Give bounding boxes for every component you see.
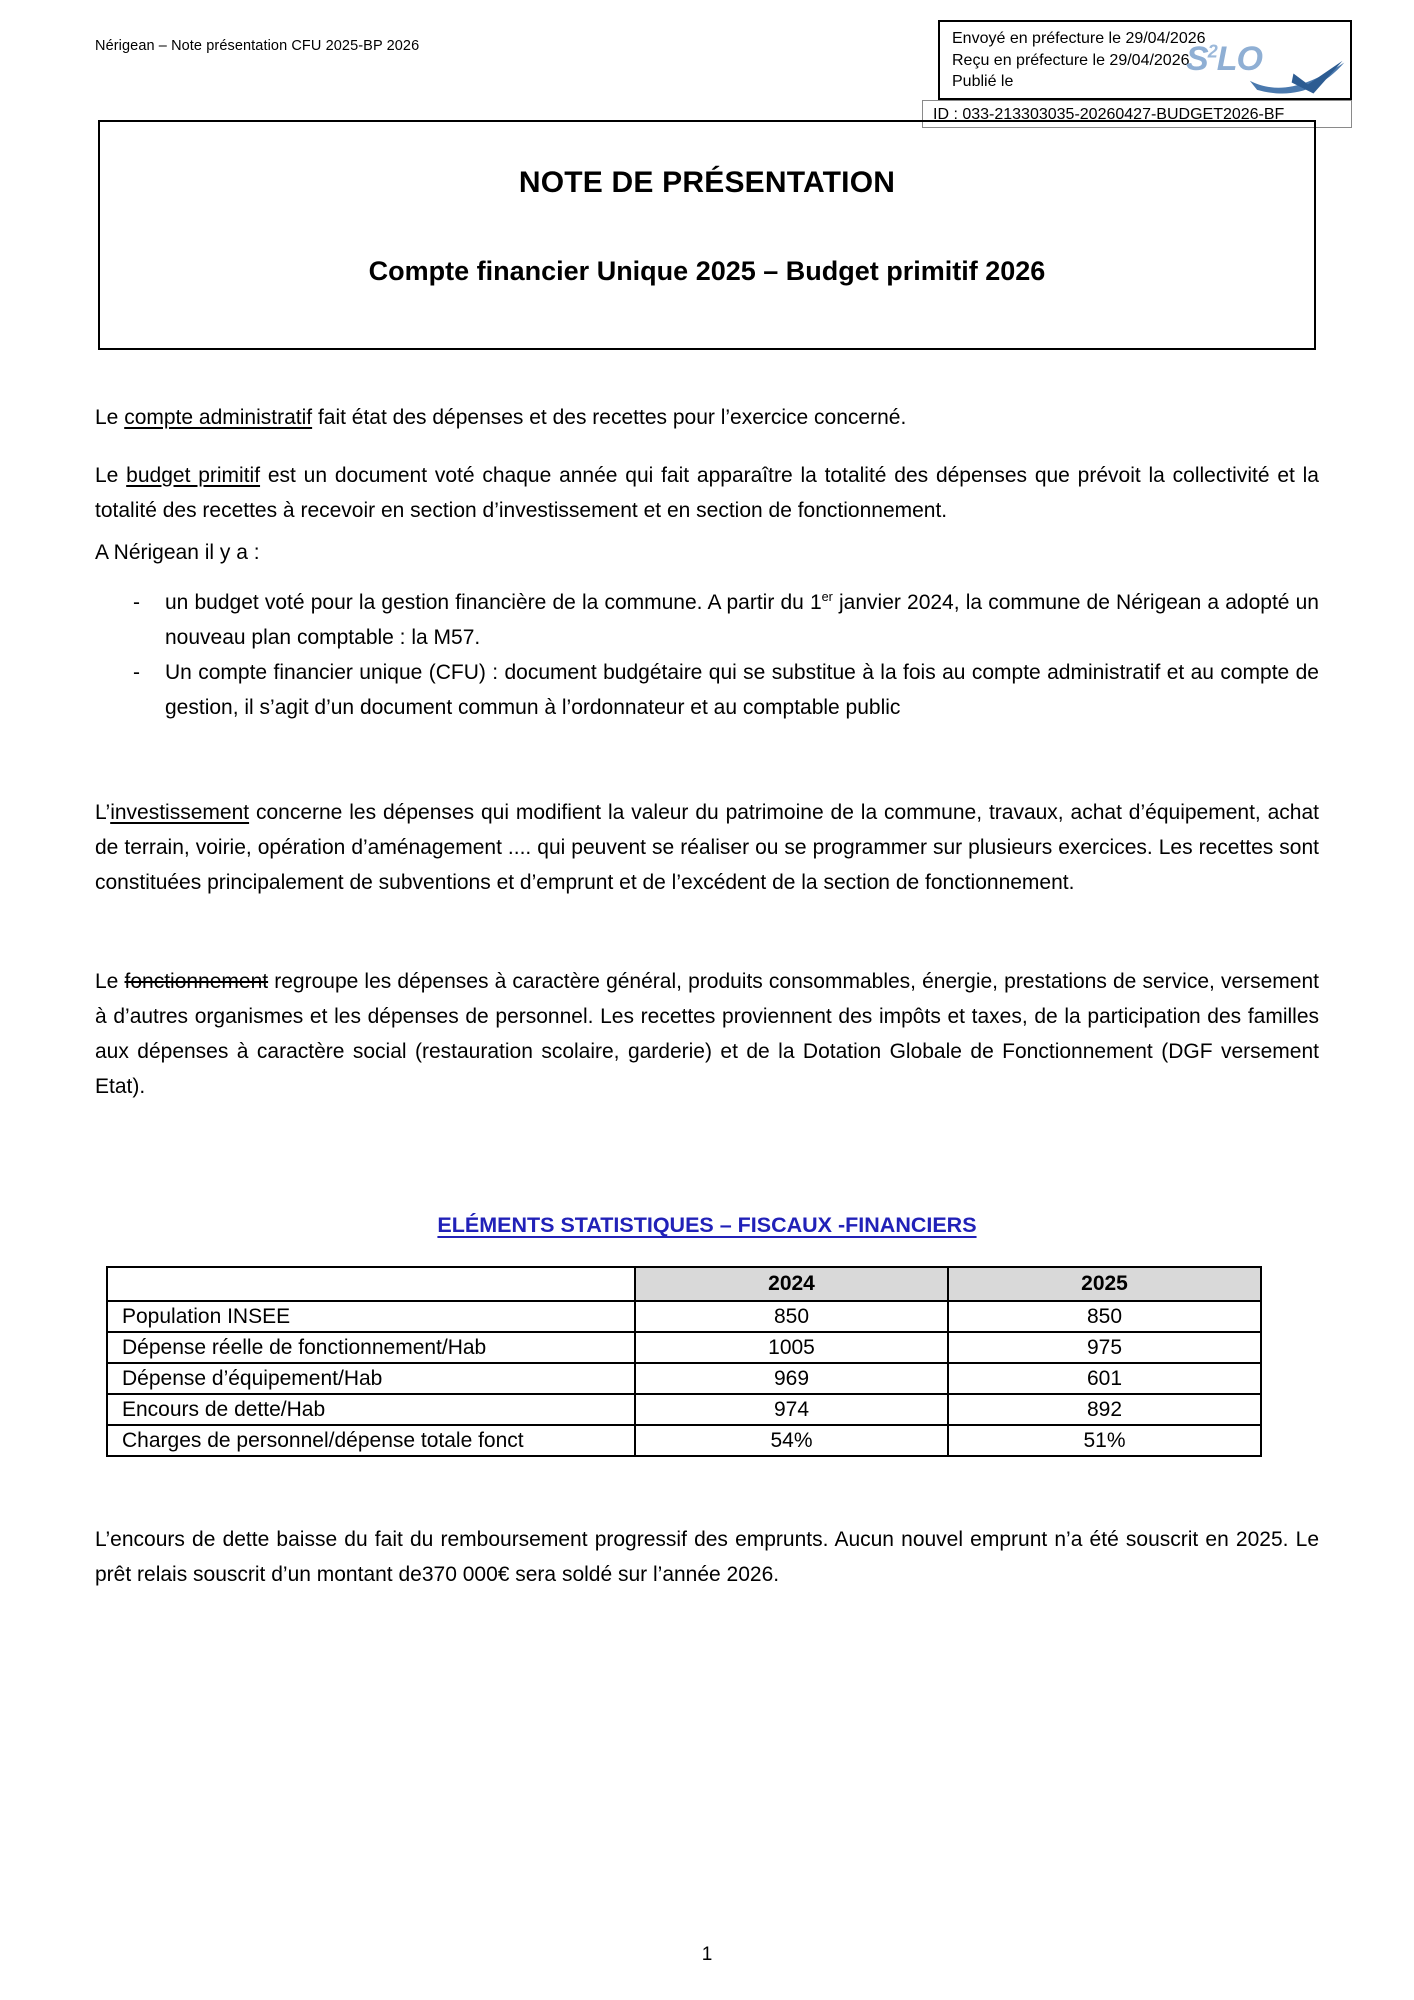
table-header-2024: 2024 (635, 1267, 948, 1301)
superscript-er: er (821, 590, 833, 604)
underlined-term: budget primitif (126, 464, 261, 487)
table-row (107, 1425, 1261, 1456)
document-title: NOTE DE PRÉSENTATION (518, 166, 896, 199)
paragraph-text: Le (95, 406, 125, 429)
s2low-logo (1186, 42, 1346, 100)
paragraph-investissement (95, 795, 1319, 900)
bullet-dash: - (133, 591, 140, 614)
table-cell-2025: 975 (948, 1332, 1261, 1363)
underlined-term: compte administratif (124, 406, 313, 429)
table-cell-label: Encours de dette/Hab (107, 1394, 635, 1425)
table-row (107, 1301, 1261, 1332)
bullet-text: Un compte financier unique (CFU) : document budgétaire qui se substitue à la fois au compte administratif et au compte de gestion, il s’agit d’un document commun à l’ordonnateur et au comptable public (165, 661, 1319, 719)
table-cell-2025: 892 (948, 1394, 1261, 1425)
document-header: Nérigean – Note présentation CFU 2025-BP 2026 (95, 38, 420, 54)
paragraph-text: concerne les dépenses qui modifient la valeur du patrimoine de la commune, travaux, achat d’équipement, achat de terrain, voirie, opération d’aménagement .... qui peuvent se réaliser ou se programmer sur plusieurs exercices. Les recettes sont constituées principalement de subventions et d’emprunt et de l’excédent de la section de fonctionnement. (95, 801, 1319, 894)
paragraph-compte-administratif (95, 400, 1319, 435)
paragraph-text: Le (95, 464, 127, 487)
table-cell-2025: 850 (948, 1301, 1261, 1332)
bullet-text: janvier 2024, la commune de Nérigean a adopté un nouveau plan comptable : la M57. (165, 591, 1319, 649)
stamp-line-published: Publié le (952, 73, 1014, 90)
paragraph-nerigean-intro: A Nérigean il y a : (95, 541, 260, 564)
bullet-list (95, 585, 1319, 725)
stamp-line-sent: Envoyé en préfecture le 29/04/2026 (952, 30, 1206, 47)
stamp-box (938, 20, 1352, 100)
title-box (98, 120, 1316, 350)
table-cell-2024: 850 (635, 1301, 948, 1332)
section-heading-text: ELÉMENTS STATISTIQUES – FISCAUX -FINANCIERS (437, 1213, 977, 1237)
stamp-id-line: ID : 033-213303035-20260427-BUDGET2026-BF (922, 100, 1352, 128)
strikethrough-term: fonctionnement (124, 970, 269, 993)
paragraph-text: L’ (95, 801, 111, 824)
table-cell-2024: 974 (635, 1394, 948, 1425)
section-heading (95, 1213, 1319, 1238)
table-cell-label: Dépense réelle de fonctionnement/Hab (107, 1332, 635, 1363)
paragraph-text: regroupe les dépenses à caractère général, produits consommables, énergie, prestations de service, versement à d’autres organismes et les dépenses de personnel. Les recettes proviennent des impôts et taxes, de la participation des familles aux dépenses à caractère social (restauration scolaire, garderie) et de la Dotation Globale de Fonctionnement (DGF versement Etat). (95, 970, 1319, 1098)
page-number: 1 (701, 1944, 713, 1965)
table-cell-2025: 601 (948, 1363, 1261, 1394)
table-row (107, 1363, 1261, 1394)
stamp-line-received: Reçu en préfecture le 29/04/2026 (952, 51, 1190, 69)
table-cell-label: Population INSEE (107, 1301, 635, 1332)
table-cell-label: Charges de personnel/dépense totale fonct (107, 1425, 635, 1456)
list-item (95, 655, 1319, 725)
table-cell-2024: 1005 (635, 1332, 948, 1363)
s2low-logo-text: $S^2LO$ (1186, 40, 1262, 79)
paragraph-budget-primitif (95, 458, 1319, 528)
paragraph-fonctionnement (95, 964, 1319, 1104)
table-cell-2025: 51% (948, 1425, 1261, 1456)
bullet-dash: - (133, 661, 140, 684)
paragraph-text: Le (95, 970, 125, 993)
table-cell-2024: 54% (635, 1425, 948, 1456)
table-row (107, 1394, 1261, 1425)
paragraph-text: fait état des dépenses et des recettes pour l’exercice concerné. (312, 406, 907, 429)
table-header-2025: 2025 (948, 1267, 1261, 1301)
s2low-swoosh-icon (1248, 56, 1348, 100)
table-cell-2024: 969 (635, 1363, 948, 1394)
table-cell-label: Dépense d’équipement/Hab (107, 1363, 635, 1394)
table-row (107, 1332, 1261, 1363)
table-header-row (107, 1267, 1261, 1301)
list-item (95, 585, 1319, 655)
paragraph-encours-dette: L’encours de dette baisse du fait du remboursement progressif des emprunts. Aucun nouvel emprunt n’a été souscrit en 2025. Le prêt relais souscrit d’un montant de370 000€ sera soldé sur l’année 2026. (95, 1528, 1319, 1586)
stats-table (106, 1266, 1262, 1457)
document-subtitle: Compte financier Unique 2025 – Budget primitif 2026 (368, 256, 1046, 286)
table-header-empty (107, 1267, 635, 1301)
prefecture-stamp (933, 20, 1352, 128)
bullet-text: un budget voté pour la gestion financière de la commune. A partir du 1 (165, 591, 822, 614)
underlined-term: investissement (110, 801, 250, 824)
paragraph-text: est un document voté chaque année qui fait apparaître la totalité des dépenses que prévoit la collectivité et la totalité des recettes à recevoir en section d’investissement et en section de fonctionnement. (95, 464, 1319, 522)
